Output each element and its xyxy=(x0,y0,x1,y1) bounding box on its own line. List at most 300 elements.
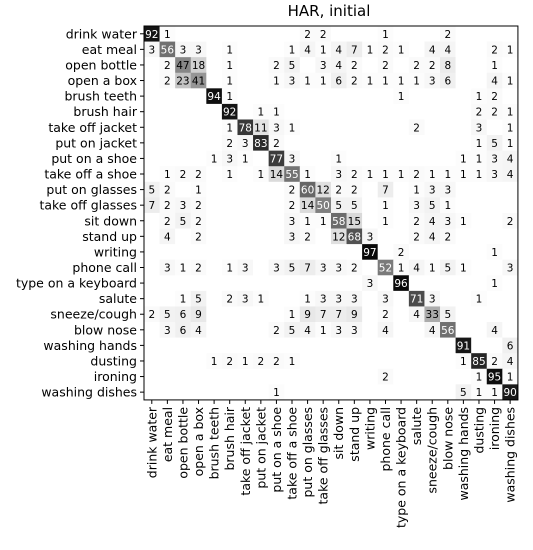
cell-value-label: 3 xyxy=(273,262,280,275)
y-tick-label: put on a shoe xyxy=(51,150,137,166)
heatmap-cell xyxy=(160,369,176,385)
cell-value-label: 78 xyxy=(238,122,252,135)
cell-value-label: 1 xyxy=(506,75,514,88)
cell-value-label: 2 xyxy=(164,59,171,72)
x-axis-ticks xyxy=(144,400,517,528)
heatmap-cell xyxy=(315,244,331,260)
cell-value-label: 1 xyxy=(460,262,467,275)
cell-value-label: 1 xyxy=(444,169,452,182)
heatmap-cell xyxy=(284,135,300,151)
cell-value-label: 4 xyxy=(382,324,389,337)
y-tick-label: washing dishes xyxy=(41,384,137,400)
heatmap-cell xyxy=(424,338,440,354)
cell-value-label: 7 xyxy=(350,44,358,57)
cell-value-label: 3 xyxy=(335,324,343,337)
y-tick-label: eat meal xyxy=(81,41,137,57)
cell-value-label: 1 xyxy=(319,324,327,337)
heatmap-cell xyxy=(471,275,487,291)
cell-value-label: 9 xyxy=(304,309,311,322)
x-tick-label: dusting xyxy=(471,406,487,454)
cell-value-label: 5 xyxy=(148,184,156,197)
heatmap-cell xyxy=(456,275,472,291)
heatmap-cell xyxy=(440,104,456,120)
heatmap-cell xyxy=(378,229,394,245)
cell-value-label: 3 xyxy=(319,293,327,306)
heatmap-cell xyxy=(331,369,347,385)
heatmap-cell xyxy=(269,291,285,307)
heatmap-cell xyxy=(237,244,253,260)
heatmap-cell xyxy=(191,275,207,291)
cell-value-label: 2 xyxy=(226,355,234,368)
heatmap-cell xyxy=(253,151,269,167)
heatmap-cell xyxy=(424,353,440,369)
cell-value-label: 92 xyxy=(145,28,159,41)
heatmap-cell xyxy=(160,275,176,291)
heatmap-cell xyxy=(347,104,363,120)
heatmap-cell xyxy=(191,135,207,151)
cell-value-label: 5 xyxy=(444,262,452,275)
heatmap-cell xyxy=(487,291,503,307)
cell-value-label: 1 xyxy=(226,59,234,72)
cell-value-label: 9 xyxy=(195,309,202,322)
heatmap-cell xyxy=(393,26,409,42)
cell-value-label: 15 xyxy=(347,215,362,228)
cell-value-label: 1 xyxy=(210,153,218,166)
heatmap-cell xyxy=(331,119,347,135)
cell-value-label: 1 xyxy=(304,293,311,306)
cell-value-label: 5 xyxy=(288,262,296,275)
heatmap-cell xyxy=(315,119,331,135)
heatmap-cell xyxy=(160,353,176,369)
cell-value-label: 5 xyxy=(288,59,296,72)
cell-value-label: 1 xyxy=(288,355,296,368)
heatmap-cell xyxy=(206,26,222,42)
cell-value-label: 2 xyxy=(273,324,280,337)
cell-value-label: 2 xyxy=(413,122,420,135)
cell-value-label: 1 xyxy=(257,293,265,306)
heatmap-cell xyxy=(269,369,285,385)
heatmap-cell xyxy=(487,182,503,198)
heatmap-cell xyxy=(237,197,253,213)
heatmap-cell xyxy=(206,166,222,182)
cell-value-label: 7 xyxy=(319,309,327,322)
cell-value-label: 3 xyxy=(335,169,343,182)
cell-value-label: 1 xyxy=(460,169,467,182)
y-tick-label: put on glasses xyxy=(46,182,137,198)
heatmap-cell xyxy=(300,119,316,135)
heatmap-cell xyxy=(362,369,378,385)
heatmap-cell xyxy=(175,26,191,42)
x-tick-label: stand up xyxy=(346,406,362,462)
heatmap-cell xyxy=(440,291,456,307)
cell-value-label: 5 xyxy=(179,215,187,228)
cell-value-label: 3 xyxy=(288,231,296,244)
heatmap-cell xyxy=(144,57,160,73)
cell-value-label: 56 xyxy=(160,44,175,57)
cell-value-label: 4 xyxy=(195,324,202,337)
heatmap-cell xyxy=(362,182,378,198)
heatmap-cell xyxy=(440,244,456,260)
cell-value-label: 2 xyxy=(491,355,498,368)
heatmap-cell xyxy=(237,229,253,245)
heatmap-cell xyxy=(347,135,363,151)
cell-value-label: 3 xyxy=(350,324,358,337)
heatmap-cell xyxy=(393,306,409,322)
cell-value-label: 5 xyxy=(444,309,452,322)
cell-value-label: 3 xyxy=(241,137,249,150)
cell-value-label: 2 xyxy=(491,106,498,119)
heatmap-cell xyxy=(331,338,347,354)
cell-value-label: 3 xyxy=(288,215,296,228)
heatmap-cell xyxy=(300,275,316,291)
heatmap-cell xyxy=(175,244,191,260)
cell-value-label: 2 xyxy=(444,231,452,244)
heatmap-cell xyxy=(144,291,160,307)
heatmap-cell xyxy=(471,57,487,73)
cell-value-label: 1 xyxy=(475,387,483,400)
heatmap-cell xyxy=(471,244,487,260)
cell-value-label: 2 xyxy=(195,215,202,228)
y-tick-label: drink water xyxy=(65,26,137,42)
heatmap-cell xyxy=(362,26,378,42)
y-tick-label: washing hands xyxy=(43,337,137,353)
x-tick-label: washing dishes xyxy=(502,406,518,503)
heatmap-cell xyxy=(347,151,363,167)
heatmap-cell xyxy=(144,322,160,338)
heatmap-cell xyxy=(409,275,425,291)
cell-value-label: 5 xyxy=(491,137,498,150)
heatmap-cell xyxy=(315,384,331,400)
heatmap-cell xyxy=(160,384,176,400)
y-tick-label: sneeze/cough xyxy=(50,306,137,322)
heatmap-cell xyxy=(191,338,207,354)
heatmap-cell xyxy=(300,104,316,120)
heatmap-cell xyxy=(160,104,176,120)
heatmap-cell xyxy=(175,384,191,400)
cell-value-label: 4 xyxy=(491,75,498,88)
cell-value-label: 2 xyxy=(382,371,389,384)
heatmap-cell xyxy=(347,369,363,385)
heatmap-cell xyxy=(424,26,440,42)
heatmap-cell xyxy=(206,197,222,213)
cell-value-label: 7 xyxy=(382,184,389,197)
cell-value-label: 18 xyxy=(191,59,206,72)
cell-value-label: 2 xyxy=(164,215,171,228)
cell-value-label: 77 xyxy=(269,153,284,166)
heatmap-cell xyxy=(206,42,222,58)
heatmap-cell xyxy=(487,213,503,229)
cell-value-label: 2 xyxy=(257,355,265,368)
cell-value-label: 60 xyxy=(300,184,315,197)
cell-value-label: 1 xyxy=(288,309,296,322)
heatmap-cell xyxy=(315,229,331,245)
heatmap-cell xyxy=(440,338,456,354)
heatmap-cell xyxy=(393,322,409,338)
cell-value-label: 94 xyxy=(207,91,221,104)
heatmap-cell xyxy=(144,244,160,260)
heatmap-cell xyxy=(456,306,472,322)
y-tick-label: ironing xyxy=(93,369,137,385)
heatmap-cell xyxy=(253,260,269,276)
heatmap-cell xyxy=(315,151,331,167)
cell-value-label: 5 xyxy=(350,200,358,213)
heatmap-cell xyxy=(456,322,472,338)
heatmap-cell xyxy=(362,104,378,120)
cell-value-label: 1 xyxy=(506,137,514,150)
y-tick-label: open bottle xyxy=(65,57,137,73)
heatmap-cell xyxy=(206,119,222,135)
heatmap-cell xyxy=(237,166,253,182)
cell-value-label: 2 xyxy=(491,91,498,104)
cell-value-label: 1 xyxy=(397,75,405,88)
heatmap-cell xyxy=(160,291,176,307)
cell-value-label: 3 xyxy=(335,293,343,306)
cell-value-label: 71 xyxy=(409,293,424,306)
heatmap-cell xyxy=(191,88,207,104)
heatmap-cell xyxy=(471,197,487,213)
heatmap-cell xyxy=(300,57,316,73)
cell-value-label: 95 xyxy=(487,371,502,384)
heatmap-cell xyxy=(237,275,253,291)
heatmap-cell xyxy=(175,104,191,120)
cell-value-label: 1 xyxy=(413,184,420,197)
heatmap-cell xyxy=(378,384,394,400)
cell-value-label: 2 xyxy=(195,262,202,275)
heatmap-cell xyxy=(300,369,316,385)
heatmap-cell xyxy=(191,244,207,260)
cell-value-label: 1 xyxy=(226,44,234,57)
cell-value-label: 3 xyxy=(241,262,249,275)
heatmap-cell xyxy=(347,119,363,135)
cell-value-label: 1 xyxy=(475,91,483,104)
cell-value-label: 1 xyxy=(164,169,171,182)
cell-value-label: 1 xyxy=(195,184,202,197)
heatmap-cell xyxy=(175,369,191,385)
cell-value-label: 4 xyxy=(428,324,436,337)
cell-value-label: 3 xyxy=(241,293,249,306)
y-tick-label: phone call xyxy=(72,259,137,275)
cell-value-label: 5 xyxy=(335,200,343,213)
heatmap-cell xyxy=(502,306,518,322)
heatmap-cell xyxy=(378,135,394,151)
cell-value-label: 1 xyxy=(304,169,311,182)
heatmap-cell xyxy=(409,88,425,104)
x-tick-label: type on a keyboard xyxy=(393,406,409,528)
cell-value-label: 2 xyxy=(273,137,280,150)
heatmap-cell xyxy=(409,151,425,167)
heatmap-cell xyxy=(253,197,269,213)
heatmap-cell xyxy=(487,197,503,213)
heatmap-cell xyxy=(206,104,222,120)
heatmap-cell xyxy=(393,135,409,151)
heatmap-cell xyxy=(393,213,409,229)
cell-value-label: 1 xyxy=(428,262,436,275)
cell-value-label: 3 xyxy=(273,122,280,135)
cell-value-label: 12 xyxy=(316,184,330,197)
heatmap-cell xyxy=(191,384,207,400)
x-tick-label: sneeze/cough xyxy=(424,406,440,494)
heatmap-cell xyxy=(440,119,456,135)
heatmap-cell xyxy=(409,26,425,42)
heatmap-cell xyxy=(347,26,363,42)
heatmap-cell xyxy=(331,275,347,291)
heatmap-cell xyxy=(300,244,316,260)
heatmap-cell xyxy=(378,338,394,354)
y-tick-label: salute xyxy=(98,291,137,307)
heatmap-cell xyxy=(409,244,425,260)
heatmap-cell xyxy=(206,182,222,198)
cell-value-label: 3 xyxy=(491,153,498,166)
cell-value-label: 4 xyxy=(428,215,436,228)
cell-value-label: 1 xyxy=(319,75,327,88)
heatmap-cell xyxy=(144,88,160,104)
heatmap-cell xyxy=(471,182,487,198)
heatmap-cell xyxy=(222,229,238,245)
heatmap-cell xyxy=(144,119,160,135)
cell-value-label: 1 xyxy=(210,355,218,368)
heatmap-cell xyxy=(253,213,269,229)
heatmap-cell xyxy=(253,73,269,89)
cell-value-label: 2 xyxy=(475,106,483,119)
cell-value-label: 6 xyxy=(179,324,187,337)
heatmap-cell xyxy=(487,306,503,322)
cell-value-label: 2 xyxy=(428,59,436,72)
heatmap-cell xyxy=(393,151,409,167)
heatmap-cell xyxy=(409,353,425,369)
heatmap-cell xyxy=(409,338,425,354)
heatmap-cell xyxy=(456,244,472,260)
y-tick-label: writing xyxy=(93,244,137,260)
x-tick-label: take off jacket xyxy=(237,406,253,496)
cell-value-label: 55 xyxy=(285,169,299,182)
heatmap-cell xyxy=(471,338,487,354)
heatmap-cell xyxy=(222,322,238,338)
heatmap-cell xyxy=(409,135,425,151)
cell-value-label: 1 xyxy=(273,75,280,88)
cell-value-label: 2 xyxy=(413,59,420,72)
heatmap-cell xyxy=(456,26,472,42)
cell-value-label: 2 xyxy=(304,231,311,244)
cell-value-label: 1 xyxy=(491,246,498,259)
x-tick-label: put on jacket xyxy=(253,406,269,489)
cell-value-label: 3 xyxy=(288,153,296,166)
heatmap-cell xyxy=(269,42,285,58)
cell-value-label: 2 xyxy=(506,215,514,228)
heatmap-cell xyxy=(378,104,394,120)
heatmap-cell xyxy=(378,88,394,104)
cell-value-label: 1 xyxy=(366,169,374,182)
heatmap-cell xyxy=(331,244,347,260)
cell-value-label: 3 xyxy=(335,262,343,275)
heatmap-cell xyxy=(471,73,487,89)
x-tick-label: brush teeth xyxy=(206,406,222,480)
heatmap-cell xyxy=(409,322,425,338)
heatmap-cell xyxy=(144,275,160,291)
heatmap-cell xyxy=(160,135,176,151)
y-tick-label: stand up xyxy=(82,228,137,244)
heatmap-cell xyxy=(253,322,269,338)
cell-value-label: 4 xyxy=(304,44,311,57)
heatmap-cell xyxy=(424,369,440,385)
cell-value-label: 2 xyxy=(382,309,389,322)
heatmap-cell xyxy=(502,26,518,42)
cell-value-label: 3 xyxy=(288,75,296,88)
heatmap-cell xyxy=(393,57,409,73)
heatmap-cell xyxy=(269,244,285,260)
x-tick-label: put on glasses xyxy=(300,406,316,498)
heatmap-cell xyxy=(206,369,222,385)
cell-value-label: 14 xyxy=(300,200,315,213)
heatmap-cell xyxy=(175,88,191,104)
heatmap-cell xyxy=(378,275,394,291)
cell-value-label: 4 xyxy=(506,355,514,368)
cell-value-label: 2 xyxy=(195,200,202,213)
x-tick-label: writing xyxy=(362,406,378,450)
cell-value-label: 1 xyxy=(304,215,311,228)
heatmap-cell xyxy=(175,353,191,369)
heatmap-cell xyxy=(160,119,176,135)
y-axis-ticks xyxy=(16,26,144,399)
cell-value-label: 2 xyxy=(226,137,234,150)
y-tick-label: open a box xyxy=(67,73,137,89)
heatmap-cell xyxy=(191,119,207,135)
heatmap-cell xyxy=(253,182,269,198)
heatmap-cell xyxy=(206,73,222,89)
cell-value-label: 3 xyxy=(148,44,156,57)
heatmap-cell xyxy=(487,119,503,135)
heatmap-cell xyxy=(362,291,378,307)
heatmap-cell xyxy=(175,151,191,167)
heatmap-cell xyxy=(237,104,253,120)
heatmap-cell xyxy=(393,353,409,369)
heatmap-cell xyxy=(393,104,409,120)
heatmap-cell xyxy=(393,197,409,213)
y-tick-label: brush teeth xyxy=(64,88,137,104)
cell-value-label: 4 xyxy=(506,153,514,166)
heatmap-cell xyxy=(347,88,363,104)
cell-value-label: 1 xyxy=(413,75,420,88)
x-tick-label: open a box xyxy=(191,406,207,477)
heatmap-cell xyxy=(315,88,331,104)
cell-value-label: 2 xyxy=(195,169,202,182)
heatmap-cell xyxy=(393,384,409,400)
cell-value-label: 1 xyxy=(506,106,514,119)
heatmap-cell xyxy=(284,275,300,291)
heatmap-cell xyxy=(347,353,363,369)
heatmap-cell xyxy=(269,275,285,291)
cell-value-label: 7 xyxy=(148,200,156,213)
heatmap-cell xyxy=(222,213,238,229)
y-tick-label: brush hair xyxy=(73,104,137,120)
heatmap-cell xyxy=(378,119,394,135)
heatmap-cell xyxy=(175,119,191,135)
cell-value-label: 1 xyxy=(460,153,467,166)
cell-value-label: 1 xyxy=(382,215,389,228)
heatmap-cell xyxy=(300,135,316,151)
cell-value-label: 1 xyxy=(273,106,280,119)
heatmap-cell xyxy=(284,88,300,104)
heatmap-cell xyxy=(393,291,409,307)
cell-value-label: 1 xyxy=(226,262,234,275)
cell-value-label: 68 xyxy=(347,231,362,244)
heatmap-cell xyxy=(487,260,503,276)
heatmap-cell xyxy=(440,369,456,385)
cell-value-label: 1 xyxy=(397,169,405,182)
cell-value-label: 3 xyxy=(413,200,420,213)
heatmap-cell xyxy=(237,306,253,322)
heatmap-cell xyxy=(362,213,378,229)
heatmap-cell xyxy=(175,182,191,198)
